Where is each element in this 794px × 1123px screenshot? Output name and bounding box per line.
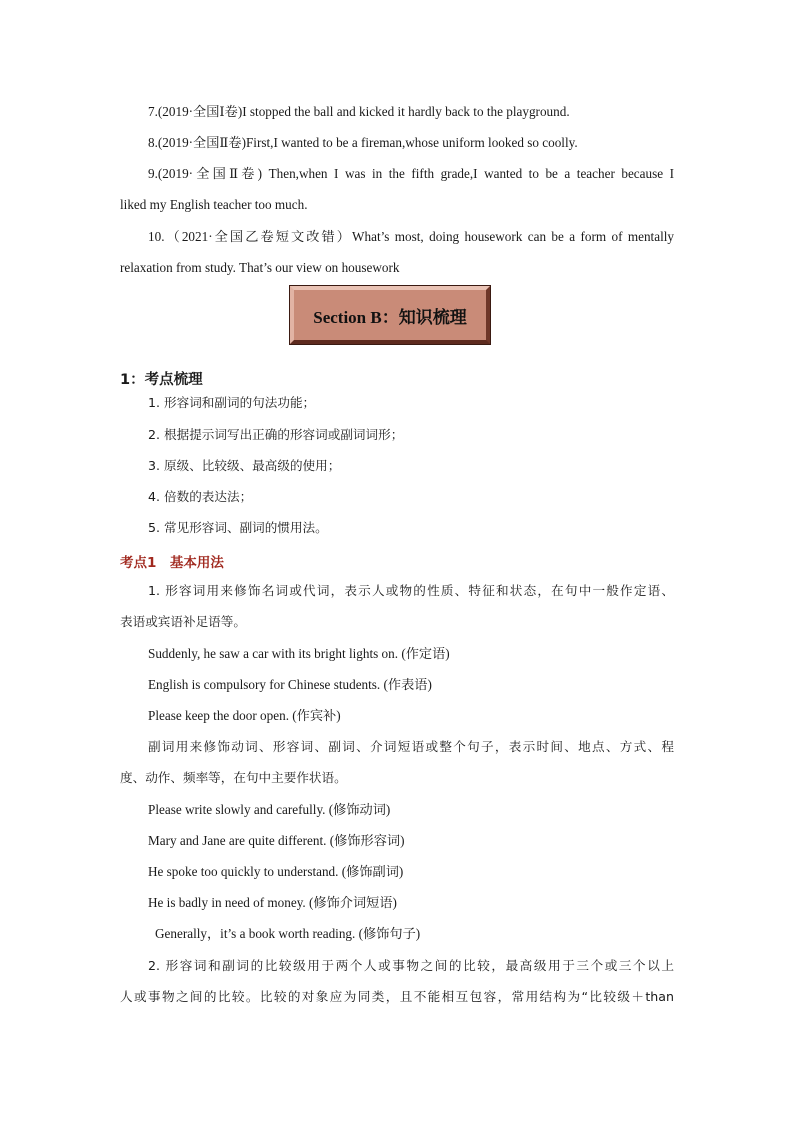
section-heading: 1：考点梳理	[120, 372, 203, 388]
error-sentence-8: 8.(2019·全国Ⅱ卷)First,I wanted to be a fireman,whose uniform looked so coolly.	[148, 135, 578, 150]
paragraph-comparison: 2. 形容词和副词的比较级用于两个人或事物之间的比较，最高级用于三个或三个以上	[148, 958, 674, 973]
paragraph-adjective: 1. 形容词用来修饰名词或代词，表示人或物的性质、特征和状态，在句中一般作定语、	[148, 583, 674, 598]
error-sentence-9: 9.(2019·全国Ⅱ卷) Then,when I was in the fifth grade,I wanted to be a teacher because I	[148, 166, 674, 181]
paragraph-comparison-cont: 人或事物之间的比较。比较的对象应为同类，且不能相互包容，常用结构为“比较级＋than	[120, 989, 674, 1004]
example-sentence: He is badly in need of money. (修饰介词短语)	[148, 895, 397, 910]
example-sentence: English is compulsory for Chinese students. (作表语)	[148, 677, 432, 692]
point-item: 3. 原级、比较级、最高级的使用；	[148, 458, 341, 473]
point-item: 2. 根据提示词写出正确的形容词或副词词形；	[148, 427, 404, 442]
section-b-banner	[290, 286, 490, 344]
section-b-title: Section B：知识梳理	[296, 292, 484, 338]
paragraph-adjective-cont: 表语或宾语补足语等。	[120, 614, 246, 629]
example-sentence: Please write slowly and carefully. (修饰动词)	[148, 802, 391, 817]
kaodian-title: 考点1 基本用法	[120, 555, 224, 571]
point-item: 4. 倍数的表达法；	[148, 489, 253, 504]
example-sentence: He spoke too quickly to understand. (修饰副词)	[148, 864, 404, 879]
example-sentence: Please keep the door open. (作宾补)	[148, 708, 341, 723]
error-sentence-10-cont: relaxation from study. That’s our view on housework	[120, 260, 400, 275]
paragraph-adverb: 副词用来修饰动词、形容词、副词、介词短语或整个句子，表示时间、地点、方式、程	[148, 739, 674, 754]
example-sentence: Suddenly, he saw a car with its bright lights on. (作定语)	[148, 646, 450, 661]
example-sentence: Generally，it’s a book worth reading. (修饰句子)	[155, 926, 421, 941]
error-sentence-7: 7.(2019·全国Ⅰ卷)I stopped the ball and kicked it hardly back to the playground.	[148, 104, 570, 119]
paragraph-adverb-cont: 度、动作、频率等，在句中主要作状语。	[120, 770, 347, 785]
error-sentence-10: 10.（2021·全国乙卷短文改错）What’s most, doing housework can be a form of mentally	[148, 229, 674, 244]
point-item: 5. 常见形容词、副词的惯用法。	[148, 520, 328, 535]
error-sentence-9-cont: liked my English teacher too much.	[120, 197, 308, 212]
example-sentence: Mary and Jane are quite different. (修饰形容词)	[148, 833, 405, 848]
point-item: 1. 形容词和副词的句法功能；	[148, 395, 316, 410]
